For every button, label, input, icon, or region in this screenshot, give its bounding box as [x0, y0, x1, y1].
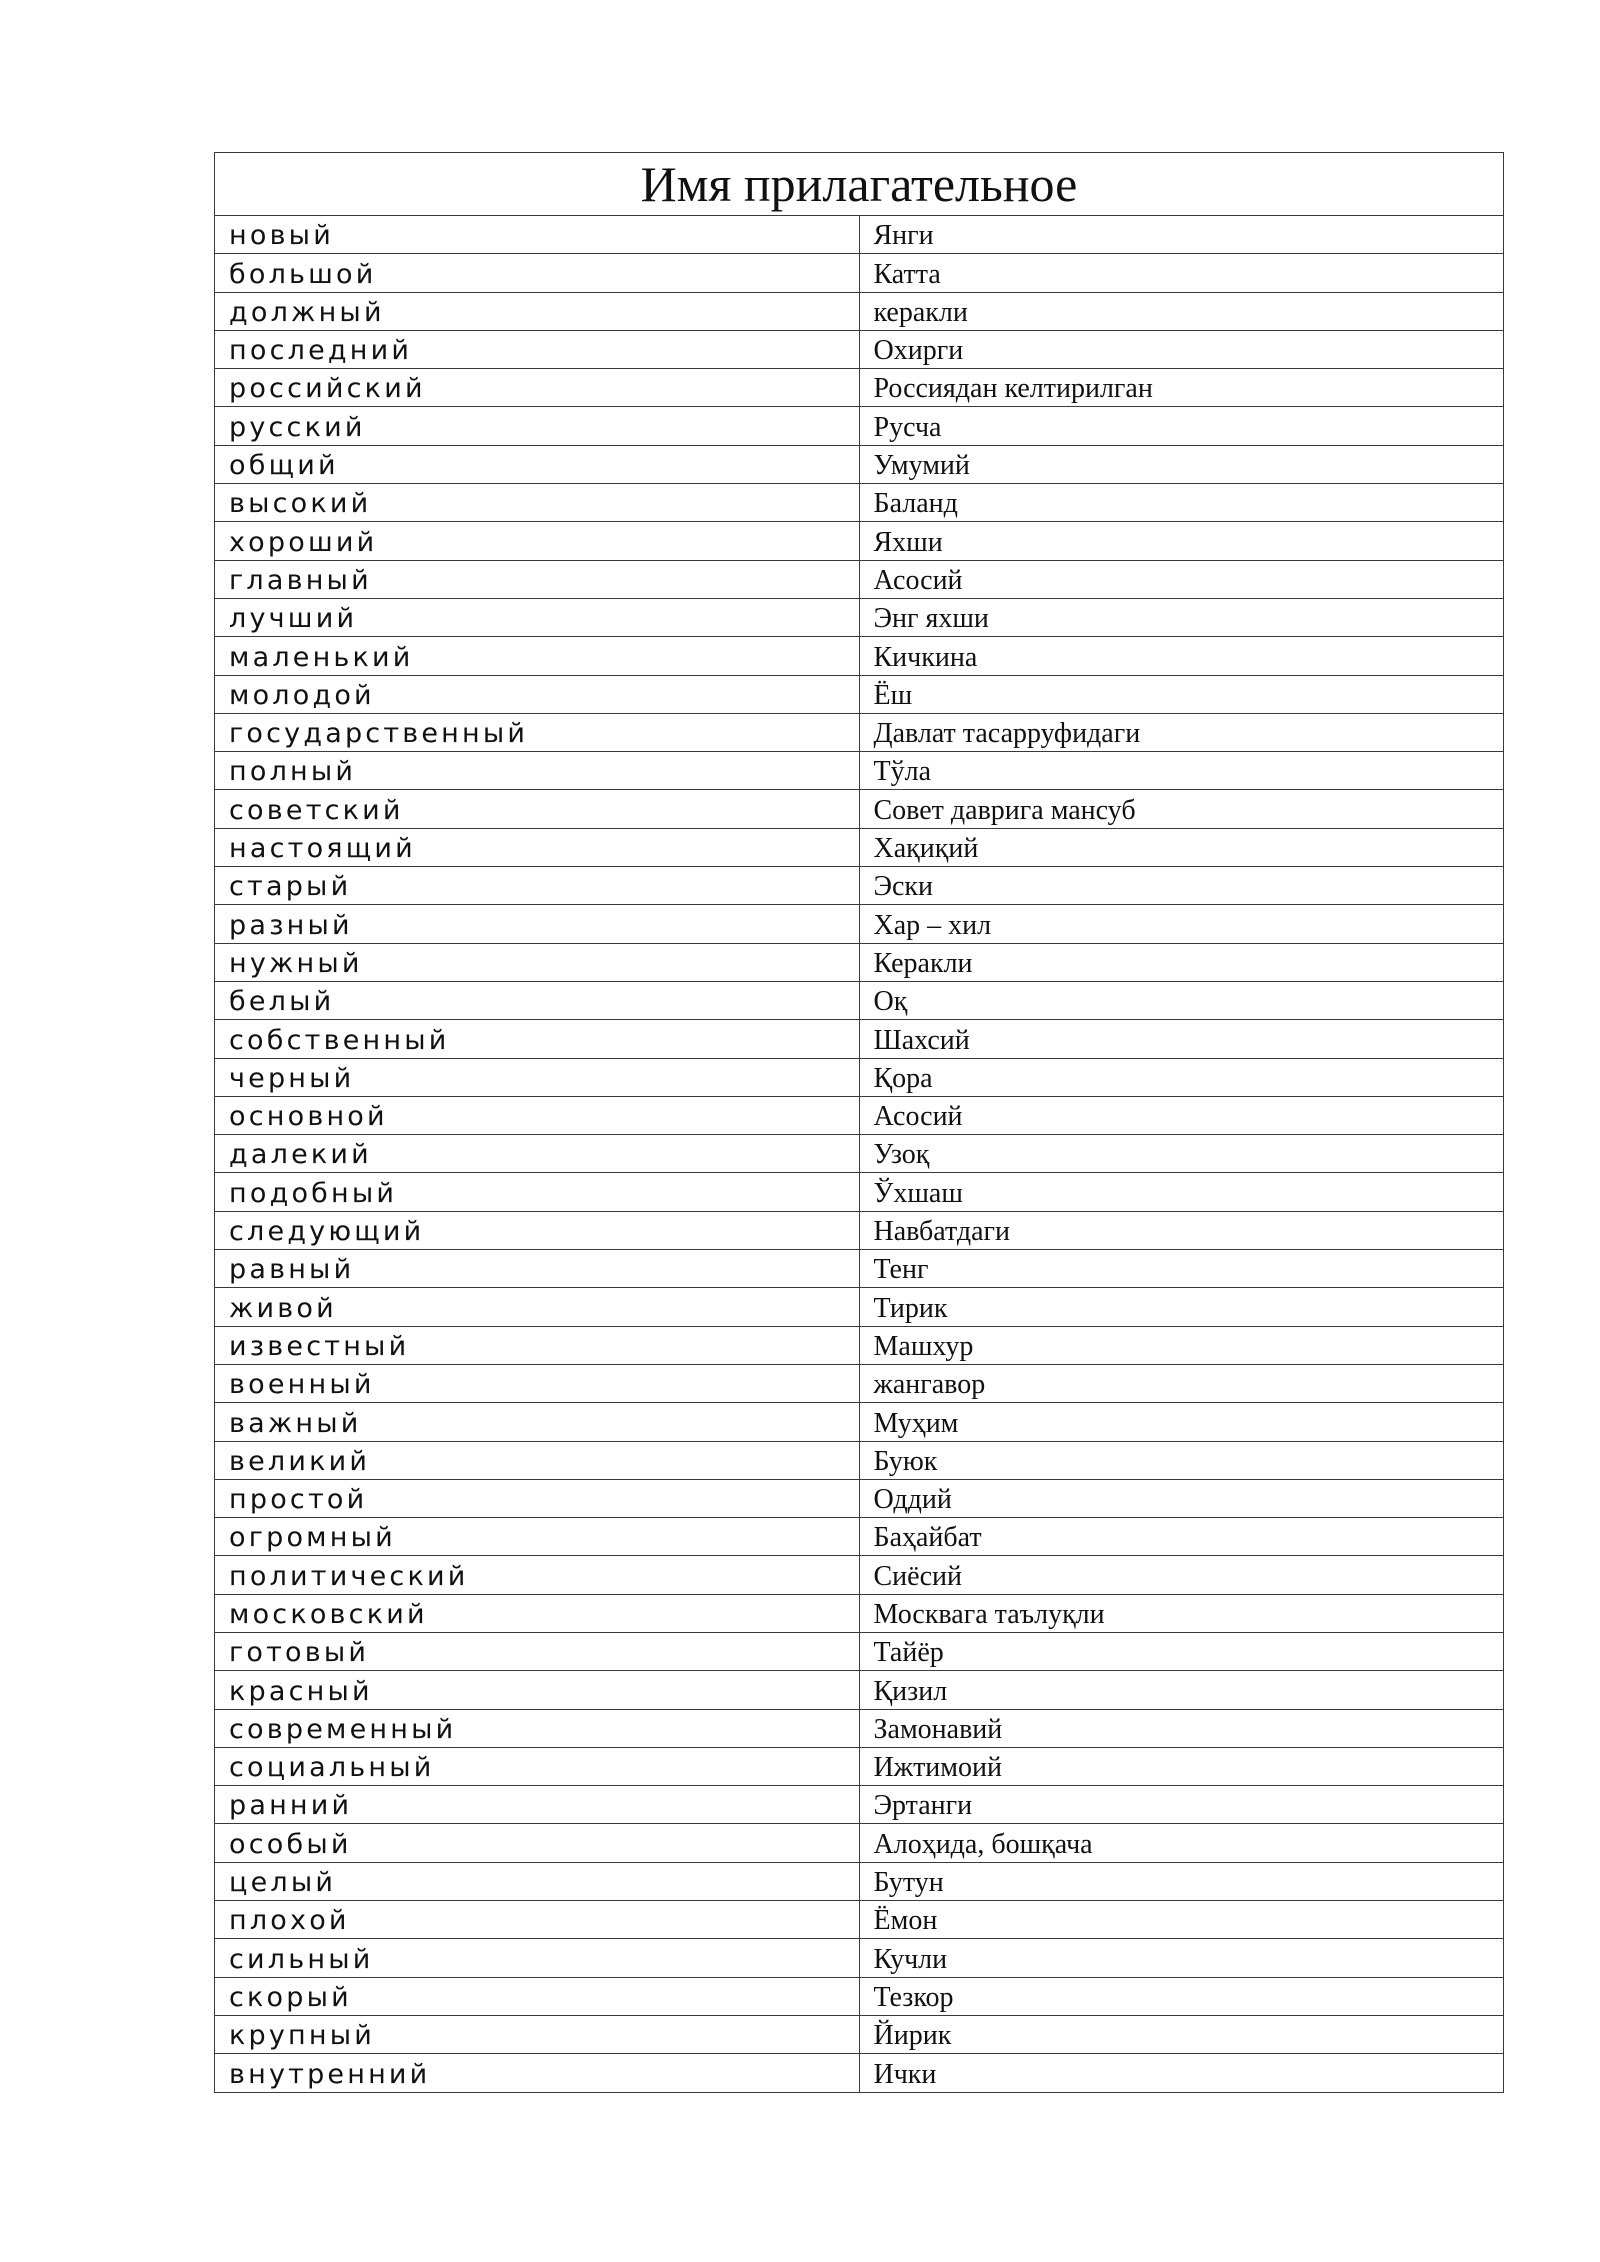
- title-row: [215, 153, 1504, 216]
- table-row: [215, 2054, 1504, 2092]
- table-row: [215, 1824, 1504, 1862]
- uzbek-translation-cell: Хақиқий: [859, 828, 1504, 866]
- russian-word-cell: современный: [215, 1709, 860, 1747]
- table-row: [215, 522, 1504, 560]
- russian-word-cell: внутренний: [215, 2054, 860, 2092]
- uzbek-translation-cell: Ёш: [859, 675, 1504, 713]
- uzbek-translation-cell: Сиёсий: [859, 1556, 1504, 1594]
- uzbek-translation-cell: Россиядан келтирилган: [859, 369, 1504, 407]
- table-row: [215, 2015, 1504, 2053]
- russian-word-cell: молодой: [215, 675, 860, 713]
- uzbek-translation-cell: Керакли: [859, 943, 1504, 981]
- russian-word-cell: подобный: [215, 1173, 860, 1211]
- russian-word-cell: важный: [215, 1403, 860, 1441]
- uzbek-translation-cell: Янги: [859, 216, 1504, 254]
- uzbek-translation-cell: Яхши: [859, 522, 1504, 560]
- table-row: [215, 1058, 1504, 1096]
- uzbek-translation-cell: Қизил: [859, 1671, 1504, 1709]
- table-row: [215, 981, 1504, 1019]
- russian-word-cell: огромный: [215, 1518, 860, 1556]
- table-row: [215, 828, 1504, 866]
- table-row: [215, 1211, 1504, 1249]
- russian-word-cell: должный: [215, 292, 860, 330]
- russian-word-cell: хороший: [215, 522, 860, 560]
- uzbek-translation-cell: Охирги: [859, 330, 1504, 368]
- russian-word-cell: российский: [215, 369, 860, 407]
- table-row: [215, 445, 1504, 483]
- russian-word-cell: известный: [215, 1326, 860, 1364]
- uzbek-translation-cell: Навбатдаги: [859, 1211, 1504, 1249]
- table-row: [215, 752, 1504, 790]
- table-row: [215, 1173, 1504, 1211]
- uzbek-translation-cell: Умумий: [859, 445, 1504, 483]
- table-row: [215, 560, 1504, 598]
- uzbek-translation-cell: керакли: [859, 292, 1504, 330]
- russian-word-cell: старый: [215, 867, 860, 905]
- uzbek-translation-cell: Муҳим: [859, 1403, 1504, 1441]
- uzbek-translation-cell: Баланд: [859, 484, 1504, 522]
- table-row: [215, 1901, 1504, 1939]
- uzbek-translation-cell: Буюк: [859, 1441, 1504, 1479]
- russian-word-cell: настоящий: [215, 828, 860, 866]
- uzbek-translation-cell: Ички: [859, 2054, 1504, 2092]
- russian-word-cell: большой: [215, 254, 860, 292]
- russian-word-cell: высокий: [215, 484, 860, 522]
- uzbek-translation-cell: Оқ: [859, 981, 1504, 1019]
- uzbek-translation-cell: Алоҳида, бошқача: [859, 1824, 1504, 1862]
- table-row: [215, 1326, 1504, 1364]
- russian-word-cell: живой: [215, 1288, 860, 1326]
- table-row: [215, 1709, 1504, 1747]
- table-row: [215, 675, 1504, 713]
- table-row: [215, 216, 1504, 254]
- russian-word-cell: красный: [215, 1671, 860, 1709]
- table-row: [215, 1096, 1504, 1134]
- russian-word-cell: собственный: [215, 1020, 860, 1058]
- russian-word-cell: советский: [215, 790, 860, 828]
- table-row: [215, 905, 1504, 943]
- uzbek-translation-cell: Шахсий: [859, 1020, 1504, 1058]
- table-row: [215, 254, 1504, 292]
- table-row: [215, 1977, 1504, 2015]
- table-row: [215, 1020, 1504, 1058]
- table-row: [215, 292, 1504, 330]
- table-row: [215, 1594, 1504, 1632]
- uzbek-translation-cell: Оддий: [859, 1479, 1504, 1517]
- table-row: [215, 1288, 1504, 1326]
- table-row: [215, 1479, 1504, 1517]
- uzbek-translation-cell: Қора: [859, 1058, 1504, 1096]
- russian-word-cell: русский: [215, 407, 860, 445]
- table-row: [215, 330, 1504, 368]
- table-row: [215, 1364, 1504, 1402]
- uzbek-translation-cell: Замонавий: [859, 1709, 1504, 1747]
- table-row: [215, 484, 1504, 522]
- uzbek-translation-cell: Тўла: [859, 752, 1504, 790]
- uzbek-translation-cell: Асосий: [859, 1096, 1504, 1134]
- vocabulary-table-body: [215, 153, 1504, 2093]
- russian-word-cell: нужный: [215, 943, 860, 981]
- table-row: [215, 369, 1504, 407]
- russian-word-cell: маленький: [215, 637, 860, 675]
- uzbek-translation-cell: Совет даврига мансуб: [859, 790, 1504, 828]
- table-row: [215, 867, 1504, 905]
- uzbek-translation-cell: Хар – хил: [859, 905, 1504, 943]
- russian-word-cell: социальный: [215, 1747, 860, 1785]
- table-row: [215, 943, 1504, 981]
- russian-word-cell: готовый: [215, 1632, 860, 1670]
- russian-word-cell: черный: [215, 1058, 860, 1096]
- uzbek-translation-cell: Асосий: [859, 560, 1504, 598]
- russian-word-cell: простой: [215, 1479, 860, 1517]
- russian-word-cell: государственный: [215, 713, 860, 751]
- russian-word-cell: белый: [215, 981, 860, 1019]
- table-row: [215, 1135, 1504, 1173]
- table-row: [215, 1632, 1504, 1670]
- russian-word-cell: сильный: [215, 1939, 860, 1977]
- uzbek-translation-cell: Тирик: [859, 1288, 1504, 1326]
- uzbek-translation-cell: Москвага таълуқли: [859, 1594, 1504, 1632]
- uzbek-translation-cell: Ёмон: [859, 1901, 1504, 1939]
- russian-word-cell: особый: [215, 1824, 860, 1862]
- table-row: [215, 637, 1504, 675]
- uzbek-translation-cell: Эски: [859, 867, 1504, 905]
- russian-word-cell: разный: [215, 905, 860, 943]
- russian-word-cell: главный: [215, 560, 860, 598]
- table-row: [215, 1403, 1504, 1441]
- russian-word-cell: политический: [215, 1556, 860, 1594]
- russian-word-cell: великий: [215, 1441, 860, 1479]
- uzbek-translation-cell: Тенг: [859, 1250, 1504, 1288]
- table-row: [215, 1786, 1504, 1824]
- table-title: Имя прилагательное: [215, 153, 1504, 216]
- russian-word-cell: московский: [215, 1594, 860, 1632]
- uzbek-translation-cell: Кучли: [859, 1939, 1504, 1977]
- uzbek-translation-cell: Тайёр: [859, 1632, 1504, 1670]
- uzbek-translation-cell: Давлат тасарруфидаги: [859, 713, 1504, 751]
- uzbek-translation-cell: Катта: [859, 254, 1504, 292]
- table-row: [215, 1671, 1504, 1709]
- table-row: [215, 1862, 1504, 1900]
- uzbek-translation-cell: Тезкор: [859, 1977, 1504, 2015]
- table-row: [215, 713, 1504, 751]
- russian-word-cell: крупный: [215, 2015, 860, 2053]
- russian-word-cell: далекий: [215, 1135, 860, 1173]
- russian-word-cell: полный: [215, 752, 860, 790]
- uzbek-translation-cell: Кичкина: [859, 637, 1504, 675]
- russian-word-cell: последний: [215, 330, 860, 368]
- uzbek-translation-cell: Энг яхши: [859, 598, 1504, 636]
- russian-word-cell: основной: [215, 1096, 860, 1134]
- uzbek-translation-cell: Ижтимоий: [859, 1747, 1504, 1785]
- uzbek-translation-cell: Бутун: [859, 1862, 1504, 1900]
- table-row: [215, 1441, 1504, 1479]
- russian-word-cell: скорый: [215, 1977, 860, 2015]
- russian-word-cell: общий: [215, 445, 860, 483]
- table-row: [215, 598, 1504, 636]
- russian-word-cell: следующий: [215, 1211, 860, 1249]
- russian-word-cell: плохой: [215, 1901, 860, 1939]
- uzbek-translation-cell: Ўхшаш: [859, 1173, 1504, 1211]
- russian-word-cell: целый: [215, 1862, 860, 1900]
- uzbek-translation-cell: Йирик: [859, 2015, 1504, 2053]
- russian-word-cell: военный: [215, 1364, 860, 1402]
- table-row: [215, 1250, 1504, 1288]
- table-row: [215, 1939, 1504, 1977]
- uzbek-translation-cell: Эртанги: [859, 1786, 1504, 1824]
- russian-word-cell: равный: [215, 1250, 860, 1288]
- uzbek-translation-cell: жангавор: [859, 1364, 1504, 1402]
- table-row: [215, 1747, 1504, 1785]
- uzbek-translation-cell: Баҳайбат: [859, 1518, 1504, 1556]
- vocabulary-table: [214, 152, 1504, 2093]
- table-row: [215, 1556, 1504, 1594]
- russian-word-cell: новый: [215, 216, 860, 254]
- russian-word-cell: ранний: [215, 1786, 860, 1824]
- table-row: [215, 407, 1504, 445]
- table-row: [215, 1518, 1504, 1556]
- uzbek-translation-cell: Узоқ: [859, 1135, 1504, 1173]
- table-row: [215, 790, 1504, 828]
- russian-word-cell: лучший: [215, 598, 860, 636]
- uzbek-translation-cell: Машхур: [859, 1326, 1504, 1364]
- uzbek-translation-cell: Русча: [859, 407, 1504, 445]
